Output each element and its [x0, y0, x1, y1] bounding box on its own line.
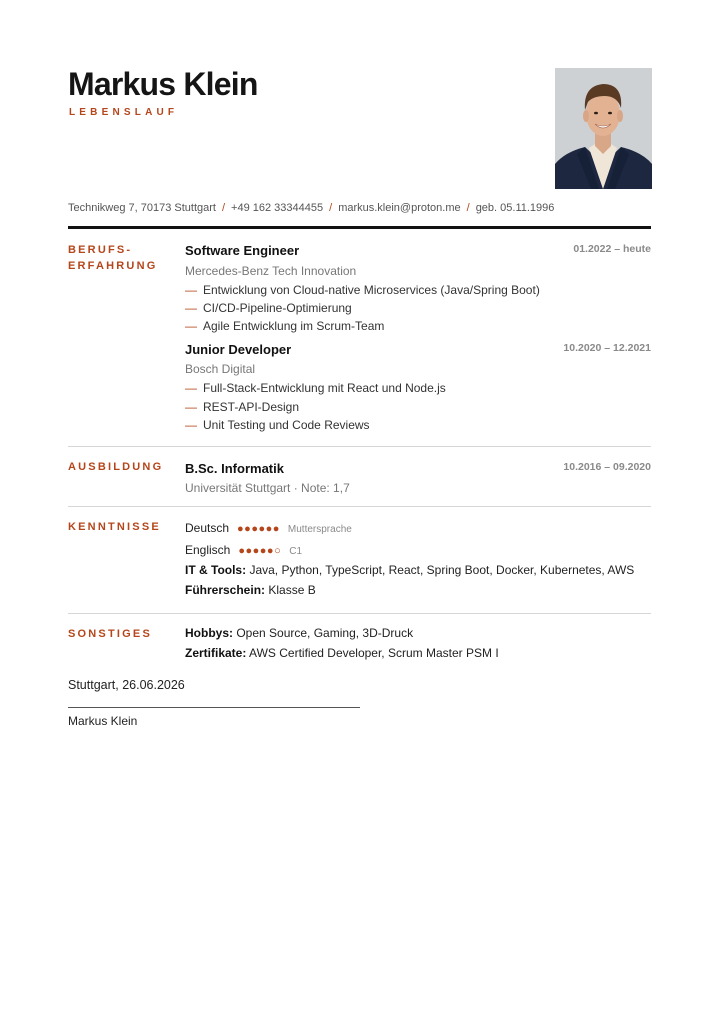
contact-separator: /: [329, 202, 333, 214]
contact-address: Technikweg 7, 70173 Stuttgart: [68, 202, 216, 214]
job-bullet: — Unit Testing und Code Reviews: [185, 418, 370, 432]
job-bullet: — Agile Entwicklung im Scrum-Team: [185, 319, 385, 333]
rating-dots-icon: ●●●●●●: [237, 523, 280, 535]
job-title: Software Engineer: [185, 243, 300, 258]
dash-icon: —: [185, 283, 197, 297]
contact-birthdate: geb. 05.11.1996: [475, 202, 555, 214]
license-row: [185, 583, 316, 597]
contact-separator: /: [466, 202, 470, 214]
language-row: [185, 521, 352, 535]
hobbies-label: Hobbys:: [185, 626, 233, 640]
candidate-name: Markus Klein: [68, 66, 258, 102]
language-row: [185, 543, 302, 557]
job-company: Mercedes-Benz Tech Innovation: [185, 264, 357, 278]
hobbies-row: [185, 626, 413, 640]
job-bullet: — Entwicklung von Cloud-native Microservices (Java/Spring Boot): [185, 283, 540, 297]
section-divider: [68, 446, 651, 447]
license-value: Klasse B: [268, 583, 316, 597]
dash-icon: —: [185, 418, 197, 432]
language-name: Deutsch: [185, 521, 230, 535]
contact-separator: /: [221, 202, 226, 214]
signature-line: [68, 707, 360, 708]
contact-phone[interactable]: +49 162 33344455: [231, 202, 324, 214]
contact-email[interactable]: markus.klein@proton.me: [338, 202, 461, 214]
certificates-row: [185, 646, 499, 660]
place-and-date: Stuttgart, 26.06.2026: [68, 678, 185, 692]
language-level: Muttersprache: [287, 524, 352, 535]
it-tools-row: [185, 563, 634, 577]
section-label-other: SONSTIGES: [68, 628, 152, 640]
portrait-illustration: [555, 68, 652, 189]
signature-name: Markus Klein: [68, 714, 138, 728]
section-label-skills: KENNTNISSE: [68, 521, 161, 533]
degree-title: B.Sc. Informatik: [185, 461, 284, 476]
job-title: Junior Developer: [185, 342, 292, 357]
dash-icon: —: [185, 381, 197, 395]
contact-line: [68, 202, 554, 214]
certificates-label: Zertifikate:: [185, 646, 247, 660]
job-bullet: — REST-API-Design: [185, 400, 300, 414]
section-divider: [68, 506, 651, 507]
hobbies-value: Open Source, Gaming, 3D-Druck: [236, 626, 414, 640]
job-date: 01.2022 – heute: [573, 243, 651, 255]
section-label-experience: BERUFS- ERFAHRUNG: [68, 244, 158, 272]
job-bullet: — Full-Stack-Entwicklung mit React und Node.js: [185, 381, 446, 395]
section-divider: [68, 613, 651, 614]
job-company: Bosch Digital: [185, 362, 256, 376]
document-type-label: LEBENSLAUF: [69, 107, 179, 118]
education-date: 10.2016 – 09.2020: [563, 461, 651, 473]
it-tools-value: Java, Python, TypeScript, React, Spring Boot, Docker, Kubernetes, AWS: [249, 563, 635, 577]
job-date: 10.2020 – 12.2021: [563, 342, 651, 354]
language-level: C1: [289, 546, 303, 557]
section-label-education: AUSBILDUNG: [68, 461, 164, 473]
dash-icon: —: [185, 301, 197, 315]
dash-icon: —: [185, 319, 197, 333]
language-name: Englisch: [185, 543, 231, 557]
dash-icon: —: [185, 400, 197, 414]
license-label: Führerschein:: [185, 583, 266, 597]
it-tools-label: IT & Tools:: [185, 563, 247, 577]
portrait-photo: [555, 68, 652, 189]
rating-dots-icon: ●●●●●○: [238, 545, 282, 557]
job-bullet: — CI/CD-Pipeline-Optimierung: [185, 301, 352, 315]
education-school: Universität Stuttgart · Note: 1,7: [185, 481, 350, 495]
header-divider: [68, 226, 651, 229]
certificates-value: AWS Certified Developer, Scrum Master PSM I: [249, 646, 499, 660]
